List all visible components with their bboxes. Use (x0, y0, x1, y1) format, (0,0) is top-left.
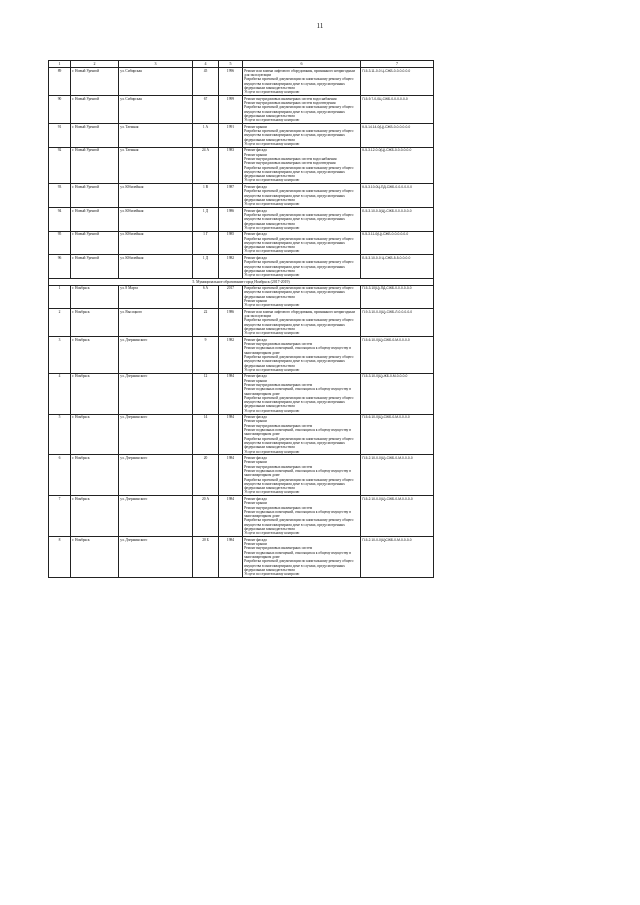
work-item: Разработка проектной документации по капитальному ремонту общего имущества в многоквартирном доме в случаях, предусмотренных федеральным законодательством (244, 436, 354, 450)
row-number: 94 (49, 208, 71, 232)
work-item: Разработка проектной документации по капитальному ремонту общего имущества в многоквартирном доме в случаях, предусмотренных федеральным законодательством (244, 236, 354, 250)
work-item: Услуги по строительному контролю (244, 141, 300, 146)
work-item: Услуги по строительному контролю (244, 249, 300, 254)
city-cell: г. Ноябрьск (71, 285, 119, 309)
work-item: Ремонт подвальных помещений, относящихся к общему имуществу в многоквартирном доме (244, 509, 351, 519)
work-item: Ремонт фасада (244, 374, 267, 379)
table-row (49, 147, 434, 184)
works-cell (243, 231, 361, 255)
work-item: Услуги по строительному контролю (244, 273, 300, 278)
street-cell: ул. Дзержинского (119, 537, 193, 578)
works-cell (243, 337, 361, 374)
column-header: 5 (219, 61, 243, 68)
works-cell (243, 96, 361, 124)
work-item: Ремонт подвальных помещений, относящихся к общему имуществу в многоквартирном доме (244, 550, 351, 559)
building-code-cell: П-5-3.11-0-0 Ц-СЖБ-0-0-0-0-0-0 (361, 68, 434, 96)
column-number-row (49, 61, 434, 68)
year-cell: 1986 (219, 309, 243, 337)
house-number-cell: 20 Б (193, 537, 219, 578)
building-code-cell: П-5-2.10-0-0(Ц)-СЖБ-0-М-0-0-0-0 (361, 496, 434, 537)
work-item: Ремонт подвальных помещений, относящихся к общему имуществу в многоквартирном доме (244, 346, 351, 355)
work-item: Разработка проектной документации по капитальному ремонту общего имущества в многоквартирном доме в случаях, предусмотренных федеральным законодательством (244, 105, 354, 118)
table-row (49, 184, 434, 208)
work-item: Ремонт фасада (244, 337, 267, 342)
works-cell (243, 124, 361, 148)
building-code-cell: К-5-3.12-0-0(Ц)-СЖБ-0-0-0-0-0-0 (361, 147, 434, 184)
year-cell: 1984 (219, 496, 243, 537)
building-code-cell: К-5-3.11-0(Ц)-СЖБ-0-0-0-0-0-0 (361, 231, 434, 255)
column-header: 4 (193, 61, 219, 68)
house-number-cell: 12 (193, 373, 219, 414)
year-cell: 1999 (219, 96, 243, 124)
building-code-cell: П-5-3.10(Ц)-ПД-СЖБ-0-0-0-0-0-0 (361, 285, 434, 309)
house-number-cell: 24 А (193, 147, 219, 184)
building-code-cell: П-5-2.10-0-0(Ц)-СЖБ-0-М-0-0-0-0 (361, 455, 434, 496)
table-row (49, 68, 434, 96)
work-item: Ремонт подвальных помещений, относящихся к общему имуществу в многоквартирном доме (244, 468, 351, 478)
house-number-cell: 1 А (193, 124, 219, 148)
section-heading: 5. Муниципальное образование город Ноябрьск (2017-2019) (49, 279, 434, 285)
work-item: Услуги по строительному контролю (244, 572, 300, 577)
street-cell: ул. Сибирская (119, 68, 193, 96)
works-cell (243, 255, 361, 279)
house-number-cell: 20 А (193, 496, 219, 537)
works-cell (243, 455, 361, 496)
column-header: 3 (119, 61, 193, 68)
work-item: Услуги по строительному контролю (244, 449, 300, 454)
year-cell: 1986 (219, 208, 243, 232)
house-number-cell: 22 (193, 309, 219, 337)
house-number-cell: 20 (193, 455, 219, 496)
work-item: Ремонт внутридомовых инженерных систем водоотведения (244, 161, 336, 166)
street-cell: ул. Юбилейная (119, 255, 193, 279)
street-cell: ул. Дзержинского (119, 373, 193, 414)
city-cell: г. Новый Уренгой (71, 255, 119, 279)
work-item: Разработка проектной документации по капитальному ремонту общего имущества в многоквартирном доме в случаях, предусмотренных федеральным законодательством (244, 318, 354, 331)
work-item: Разработка проектной документации по капитальному ремонту общего имущества в многоквартирном доме в случаях, предусмотренных федеральным законодательством (244, 354, 354, 368)
work-item: Ремонт фасада (244, 456, 267, 461)
city-cell: г. Новый Уренгой (71, 68, 119, 96)
building-code-cell: К-5-14.14-0(Ц)-СЖБ-0-0-0-0-0-0 (361, 124, 434, 148)
table-row (49, 373, 434, 414)
work-item: Услуги по строительному контролю (244, 303, 300, 308)
work-item: Ремонт фасада (244, 148, 267, 153)
works-cell (243, 147, 361, 184)
year-cell: 1984 (219, 414, 243, 455)
work-item: Ремонт или замена лифтового оборудования, признанного непригодным для эксплуатации (244, 68, 355, 78)
work-item: Ремонт крыши (244, 501, 267, 506)
works-cell (243, 68, 361, 96)
house-number-cell: 9 (193, 337, 219, 374)
city-cell: г. Новый Уренгой (71, 231, 119, 255)
year-cell: 1985 (219, 231, 243, 255)
table-row (49, 455, 434, 496)
building-code-cell: П-5-3.10-0(Ц)-ЖБ-0-М-0-0-0-0 (361, 373, 434, 414)
work-item: Ремонт крыши (244, 419, 267, 424)
work-item: Услуги по строительному контролю (244, 408, 300, 413)
row-number: 1 (49, 285, 71, 309)
city-cell: г. Ноябрьск (71, 309, 119, 337)
work-item: Ремонт или замена лифтового оборудования, признанного непригодным для эксплуатации (244, 309, 355, 319)
work-item: Ремонт крыши (244, 152, 267, 157)
building-code-cell: К-5-3.10-0Ц-ПД-СЖБ-0-0-0-0-0-0 (361, 184, 434, 208)
work-item: Ремонт подвальных помещений, относящихся к общему имуществу в многоквартирном доме (244, 428, 351, 437)
row-number: 96 (49, 255, 71, 279)
work-item: Услуги по строительному контролю (244, 90, 300, 95)
repair-register-table (48, 60, 434, 578)
work-item: Разработка проектной документации по капитальному ремонту общего имущества в многоквартирном доме в случаях, предусмотренных федеральным законодательством (244, 395, 354, 409)
row-number: 3 (49, 337, 71, 374)
work-item: Разработка проектной документации по капитальному ремонту общего имущества в многоквартирном доме в случаях, предусмотренных федеральным законодательством (244, 189, 354, 202)
work-item: Ремонт фасада (244, 232, 267, 237)
street-cell: ул. Высоцкого (119, 309, 193, 337)
street-cell: ул. Дзержинского (119, 496, 193, 537)
work-item: Разработка проектной документации по капитальному ремонту общего имущества в многоквартирном доме в случаях, предусмотренных федеральным законодательством (244, 260, 354, 273)
work-item: Услуги по строительному контролю (244, 202, 300, 207)
row-number: 91 (49, 124, 71, 148)
city-cell: г. Ноябрьск (71, 455, 119, 496)
table-row (49, 285, 434, 309)
works-cell (243, 537, 361, 578)
work-item: Разработка проектной документации по капитальному ремонту общего имущества в многоквартирном доме в случаях, предусмотренных федеральным законодательством (244, 286, 354, 299)
building-code-cell: Б-5-3.10-0-0(Ц)-СЖБ-0-0-0-0-0-0 (361, 208, 434, 232)
street-cell: ул. Сибирская (119, 96, 193, 124)
work-item: Разработка проектной документации по капитальному ремонту общего имущества в многоквартирном доме в случаях, предусмотренных федеральным законодательством (244, 129, 354, 142)
work-item: Ремонт фасада (244, 255, 267, 260)
house-number-cell: 6 А (193, 285, 219, 309)
year-cell: 1983 (219, 147, 243, 184)
column-header: 7 (361, 61, 434, 68)
page-number: 11 (316, 22, 324, 30)
year-cell: 1991 (219, 124, 243, 148)
row-number: 5 (49, 414, 71, 455)
row-number: 89 (49, 68, 71, 96)
year-cell: 1984 (219, 537, 243, 578)
works-cell (243, 184, 361, 208)
work-item: Ремонт подвальных помещений, относящихся к общему имуществу в многоквартирном доме (244, 387, 351, 396)
work-item: Ремонт внутридомовых инженерных систем (244, 546, 313, 551)
city-cell: г. Новый Уренгой (71, 147, 119, 184)
street-cell: ул. Юбилейная (119, 231, 193, 255)
city-cell: г. Новый Уренгой (71, 96, 119, 124)
work-item: Ремонт внутридомовых инженерных систем (244, 423, 313, 428)
building-code-cell: П-5-6.10-0(Ц)-СЖБ-0-М-0-0-0-0 (361, 414, 434, 455)
works-cell (243, 309, 361, 337)
table-row (49, 309, 434, 337)
row-number: 90 (49, 96, 71, 124)
street-cell: ул. Дзержинского (119, 337, 193, 374)
street-cell: ул. Таежная (119, 147, 193, 184)
year-cell: 1996 (219, 68, 243, 96)
house-number-cell: 1 Г (193, 231, 219, 255)
works-cell (243, 208, 361, 232)
street-cell: ул. Таежная (119, 124, 193, 148)
year-cell: 1984 (219, 373, 243, 414)
house-number-cell: 1 В (193, 184, 219, 208)
table-row (49, 208, 434, 232)
work-item: Услуги по строительному контролю (244, 531, 300, 536)
building-code-cell: П-5-6.10-0(Ц)-СЖБ-0-М-0-0-0-0 (361, 337, 434, 374)
work-item: Услуги по строительному контролю (244, 118, 300, 123)
work-item: Ремонт фасада (244, 537, 267, 542)
work-item: Разработка проектной документации по капитальному ремонту общего имущества в многоквартирном доме в случаях, предусмотренных федеральным законодательством (244, 559, 354, 572)
house-number-cell: 1 Д (193, 255, 219, 279)
building-code-cell: П-9-3.10-0-0(Ц)-СЖБ-Л-0-0-0-0-0 (361, 309, 434, 337)
work-item: Ремонт крыши (244, 378, 267, 383)
work-item: Услуги по строительному контролю (244, 225, 300, 230)
table-row (49, 231, 434, 255)
house-number-cell: 1 Д (193, 208, 219, 232)
row-number: 92 (49, 147, 71, 184)
row-number: 7 (49, 496, 71, 537)
city-cell: г. Новый Уренгой (71, 124, 119, 148)
city-cell: г. Ноябрьск (71, 373, 119, 414)
work-item: Ремонт фасада (244, 415, 267, 420)
work-item: Ремонт внутридомовых инженерных систем (244, 342, 313, 347)
column-header: 1 (49, 61, 71, 68)
works-cell (243, 285, 361, 309)
year-cell: 1982 (219, 337, 243, 374)
house-number-cell: 67 (193, 96, 219, 124)
table-row (49, 537, 434, 578)
work-item: Ремонт крыши (244, 460, 267, 465)
table-row (49, 96, 434, 124)
year-cell: 1982 (219, 255, 243, 279)
work-item: Ремонт внутридомовых инженерных систем (244, 464, 313, 469)
work-item: Ремонт фасада (244, 208, 267, 213)
house-number-cell: 45 (193, 68, 219, 96)
row-number: 95 (49, 231, 71, 255)
house-number-cell: 14 (193, 414, 219, 455)
work-item: Разработка проектной документации по капитальному ремонту общего имущества в многоквартирном доме в случаях, предусмотренных федеральным законодательством (244, 77, 354, 90)
street-cell: ул. Юбилейная (119, 208, 193, 232)
table-row (49, 414, 434, 455)
street-cell: ул. Юбилейная (119, 184, 193, 208)
work-item: Услуги по строительному контролю (244, 331, 300, 336)
column-header: 6 (243, 61, 361, 68)
work-item: Ремонт фасада (244, 496, 267, 501)
work-item: Ремонт внутридомовых инженерных систем (244, 382, 313, 387)
work-item: Услуги по строительному контролю (244, 367, 300, 372)
works-cell (243, 496, 361, 537)
column-header: 2 (71, 61, 119, 68)
row-number: 2 (49, 309, 71, 337)
table-row (49, 124, 434, 148)
table-row (49, 337, 434, 374)
work-item: Ремонт крыши (244, 299, 267, 304)
work-item: Услуги по строительному контролю (244, 178, 300, 183)
table-row (49, 255, 434, 279)
work-item: Разработка проектной документации по капитальному ремонту общего имущества в многоквартирном доме в случаях, предусмотренных федеральным законодательством (244, 477, 354, 491)
works-cell (243, 373, 361, 414)
work-item: Услуги по строительному контролю (244, 490, 300, 495)
street-cell: ул. 8 Марта (119, 285, 193, 309)
work-item: Разработка проектной документации по капитальному ремонту общего имущества в многоквартирном доме в случаях, предусмотренных федеральным законодательством (244, 518, 354, 531)
building-code-cell: П-5-2.10-0-0(Ц)СЖБ-0-М-0-0-0-0 (361, 537, 434, 578)
street-cell: ул. Дзержинского (119, 455, 193, 496)
building-code-cell: П-5-9.7-0-0Ц-СЖБ-0-0-0-0-0-0 (361, 96, 434, 124)
work-item: Ремонт крыши (244, 542, 267, 547)
city-cell: г. Ноябрьск (71, 537, 119, 578)
works-cell (243, 414, 361, 455)
city-cell: г. Ноябрьск (71, 496, 119, 537)
table-row (49, 496, 434, 537)
year-cell: 1987 (219, 184, 243, 208)
work-item: Ремонт внутридомовых инженерных систем водоснабжения (244, 96, 337, 101)
work-item: Разработка проектной документации по капитальному ремонту общего имущества в многоквартирном доме в случаях, предусмотренных федеральным законодательством (244, 212, 354, 226)
work-item: Ремонт внутридомовых инженерных систем водоснабжения (244, 156, 337, 161)
building-code-cell: Б-5-3.10-0-0 Ц-СЖБ-5-5-0-0-0-0 (361, 255, 434, 279)
city-cell: г. Новый Уренгой (71, 208, 119, 232)
city-cell: г. Новый Уренгой (71, 184, 119, 208)
row-number: 8 (49, 537, 71, 578)
work-item: Ремонт внутридомовых инженерных систем (244, 505, 313, 510)
row-number: 6 (49, 455, 71, 496)
work-item: Ремонт крыши (244, 124, 267, 129)
work-item: Ремонт внутридомовых инженерных систем водоотведения (244, 101, 336, 106)
city-cell: г. Ноябрьск (71, 414, 119, 455)
city-cell: г. Ноябрьск (71, 337, 119, 374)
street-cell: ул. Дзержинского (119, 414, 193, 455)
work-item: Разработка проектной документации по капитальному ремонту общего имущества в многоквартирном доме в случаях, предусмотренных федеральным законодательством (244, 165, 354, 179)
row-number: 4 (49, 373, 71, 414)
year-cell: 1984 (219, 455, 243, 496)
year-cell: 2017 (219, 285, 243, 309)
row-number: 93 (49, 184, 71, 208)
work-item: Ремонт фасада (244, 184, 267, 189)
